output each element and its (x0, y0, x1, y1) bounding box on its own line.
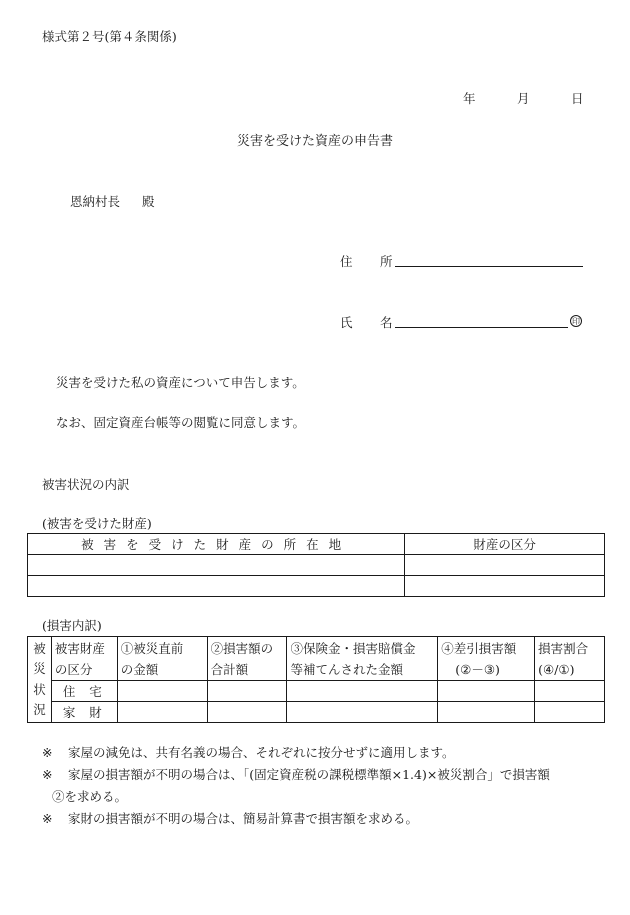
addressee (70, 192, 155, 210)
table-header-row (28, 637, 605, 681)
addressee-name: 恩納村長 (70, 194, 121, 209)
goods-net-damage-cell[interactable] (438, 702, 535, 723)
addressee-suffix: 殿 (142, 194, 155, 209)
property-location-cell[interactable] (28, 576, 405, 597)
note-item: ※ 家屋の損害額が不明の場合は、「(固定資産税の課税標準額×1.4)×被災割合」で損害額 ②を求める。 (42, 764, 612, 808)
property-class-cell[interactable] (405, 555, 605, 576)
document-title: 災害を受けた資産の申告書 (236, 134, 393, 149)
name-label-a: 氏 (340, 315, 353, 330)
damage-table-caption: (損害内訳) (42, 618, 102, 633)
header-property-class: 財産の区分 (405, 534, 605, 555)
date-day-label: 日 (571, 91, 584, 106)
house-damage-ratio-cell[interactable] (535, 681, 605, 702)
name-underline (395, 327, 568, 328)
address-label-b: 所 (380, 254, 393, 269)
header-damage-category: 被害財産 の区分 (51, 637, 117, 681)
table-row (28, 576, 605, 597)
notes (42, 742, 612, 830)
header-net-damage: ④差引損害額 (②－③) (438, 637, 535, 681)
property-table-caption: (被害を受けた財産) (42, 516, 152, 531)
statement-consent: なお、固定資産台帳等の閲覧に同意します。 (56, 415, 306, 430)
address-label-a: 住 (340, 254, 353, 269)
header-insurance-compensation: ③保険金・損害賠償金 等補てんされた金額 (287, 637, 438, 681)
address-underline (395, 266, 583, 267)
note-item: ※ 家屋の減免は、共有名義の場合、それぞれに按分せずに適用します。 (42, 742, 612, 764)
table-header-row (28, 534, 605, 555)
category-house: 住 宅 (51, 681, 117, 702)
date-month-label: 月 (517, 91, 530, 106)
side-label: 被 災 状 況 (28, 637, 52, 723)
date-year-label: 年 (463, 91, 476, 106)
header-pre-disaster-value: ①被災直前 の金額 (117, 637, 207, 681)
goods-total-damage-cell[interactable] (207, 702, 287, 723)
house-total-damage-cell[interactable] (207, 681, 287, 702)
section-title: 被害状況の内訳 (42, 477, 130, 492)
header-damage-ratio: 損害割合 (④/①) (535, 637, 605, 681)
house-pre-disaster-value-cell[interactable] (117, 681, 207, 702)
goods-insurance-cell[interactable] (287, 702, 438, 723)
note-mark: ※ (42, 767, 53, 782)
goods-damage-ratio-cell[interactable] (535, 702, 605, 723)
house-net-damage-cell[interactable] (438, 681, 535, 702)
property-table (27, 533, 605, 597)
table-row (28, 702, 605, 723)
goods-pre-disaster-value-cell[interactable] (117, 702, 207, 723)
damage-table (27, 636, 605, 723)
property-class-cell[interactable] (405, 576, 605, 597)
note-item: ※ 家財の損害額が不明の場合は、簡易計算書で損害額を求める。 (42, 808, 612, 830)
form-number: 様式第２号(第４条関係) (42, 29, 177, 44)
table-row (28, 681, 605, 702)
table-row (28, 555, 605, 576)
note-mark: ※ (42, 745, 53, 760)
property-location-cell[interactable] (28, 555, 405, 576)
header-total-damage: ②損害額の 合計額 (207, 637, 287, 681)
statement-declaration: 災害を受けた私の資産について申告します。 (56, 375, 305, 390)
name-label-b: 名 (380, 315, 393, 330)
header-property-location: 被害を受けた財産の所在地 (28, 534, 405, 555)
note-mark: ※ (42, 811, 53, 826)
house-insurance-cell[interactable] (287, 681, 438, 702)
category-household-goods: 家 財 (51, 702, 117, 723)
seal-icon: 印 (572, 317, 580, 326)
